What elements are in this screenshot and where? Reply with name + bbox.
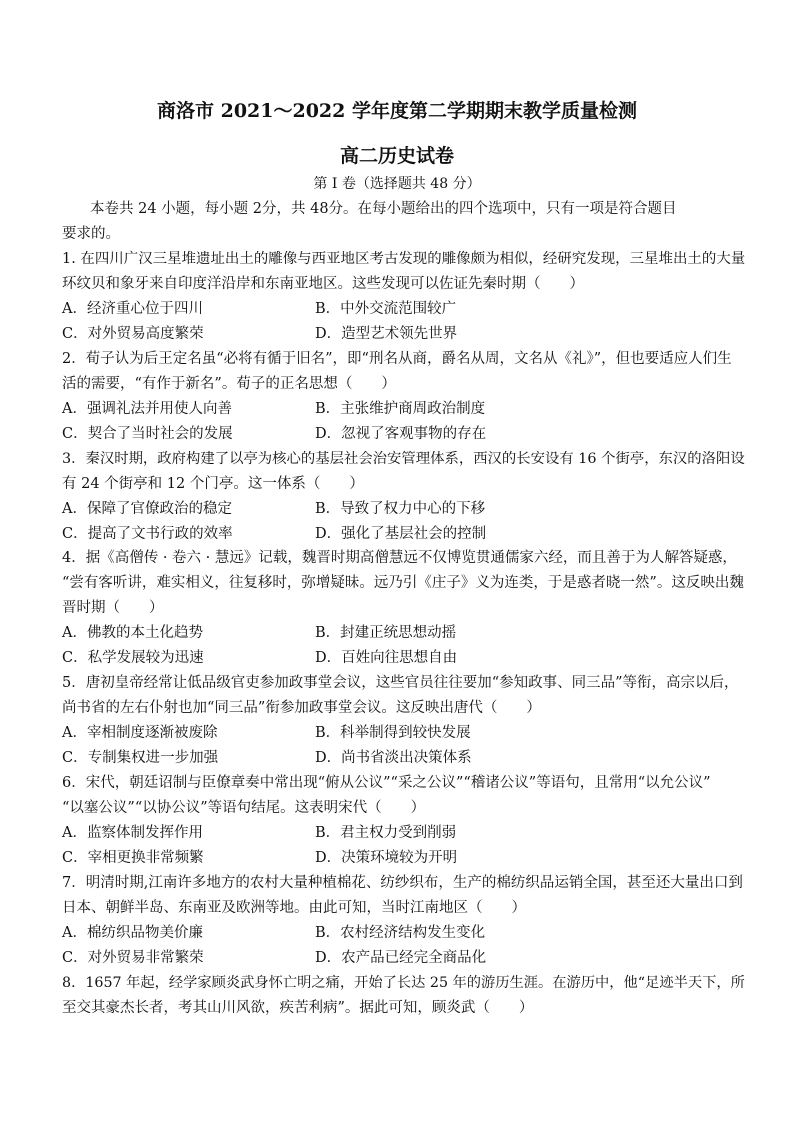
exam-subtitle: 高二历史试卷 <box>339 145 454 167</box>
question-4-option-c: C．私学发展较为迅速 <box>62 650 204 666</box>
section-heading: 第 I 卷（选择题共 48 分） <box>313 176 481 192</box>
instructions-line: 本卷共 24 小题，每小题 2分，共 48分。在每小题给出的四个选项中，只有一项是符合题目 <box>90 201 677 217</box>
question-5-option-b: B．科举制得到较快发展 <box>315 725 471 741</box>
question-1-option-d: D．造型艺术领先世界 <box>315 326 458 342</box>
question-2-option-d: D．忽视了客观事物的存在 <box>315 426 487 442</box>
question-7-option-b: B．农村经济结构发生变化 <box>315 925 486 941</box>
question-8-text: 至交其豪杰长者，考其山川风欲，疾苦利病”。据此可知，顾炎武（ ） <box>62 1000 534 1016</box>
question-6-option-c: C．宰相更换非常频繁 <box>62 850 204 866</box>
question-6-text: “以塞公议”“以协公议”等语句结尾。这表明宋代（ ） <box>62 800 426 816</box>
instructions-line: 要求的。 <box>62 226 120 242</box>
question-1-option-a: A．经济重心位于四川 <box>62 301 203 317</box>
question-1-option-b: B．中外交流范围较广 <box>315 301 457 317</box>
question-3-option-c: C．提高了文书行政的效率 <box>62 526 233 542</box>
question-3-option-d: D．强化了基层社会的控制 <box>315 526 487 542</box>
question-3-text: 3．秦汉时期，政府构建了以亭为核心的基层社会治安管理体系，西汉的长安设有 16 个街亭，东汉的洛阳设 <box>62 451 745 467</box>
question-4-option-a: A．佛教的本土化趋势 <box>62 625 203 641</box>
question-2-option-c: C．契合了当时社会的发展 <box>62 426 233 442</box>
question-2-option-a: A．强调礼法并用使人向善 <box>62 401 232 417</box>
question-7-text: 日本、朝鲜半岛、东南亚及欧洲等地。由此可知，当时江南地区（ ） <box>62 900 526 916</box>
question-5-option-a: A．宰相制度逐渐被废除 <box>62 725 218 741</box>
exam-title: 商洛市 2021～2022 学年度第二学期期末教学质量检测 <box>157 100 637 122</box>
question-5-option-d: D．尚书省淡出决策体系 <box>315 750 472 766</box>
question-2-text: 活的需要，“有作于新名”。荀子的正名思想（ ） <box>62 376 396 392</box>
question-3-option-b: B．导致了权力中心的下移 <box>315 501 486 517</box>
question-7-option-d: D．农产品已经完全商品化 <box>315 950 487 966</box>
question-7-option-a: A．棉纺织品物美价廉 <box>62 925 203 941</box>
question-6-text: 6．宋代，朝廷诏制与臣僚章奏中常出现“俯从公议”“采之公议”“稽诸公议”等语句，且常用“以允公议” <box>62 775 711 791</box>
question-2-text: 2．荀子认为后王定名虽“必将有循于旧名”，即“刑名从商，爵名从周，文名从《礼》”，但也要适应人们生 <box>62 351 732 367</box>
question-6-option-a: A．监察体制发挥作用 <box>62 825 203 841</box>
question-1-text: 环纹贝和象牙来自印度洋沿岸和东南亚地区。这些发现可以佐证先秦时期（ ） <box>62 276 584 292</box>
question-7-text: 7．明清时期,江南许多地方的农村大量种植棉花、纺纱织布，生产的棉纺织品运销全国，甚至还大量出口到 <box>62 875 743 891</box>
question-2-option-b: B．主张维护商周政治制度 <box>315 401 486 417</box>
question-6-option-d: D．决策环境较为开明 <box>315 850 458 866</box>
question-4-text: 晋时期（ ） <box>62 600 164 616</box>
question-1-option-c: C．对外贸易高度繁荣 <box>62 326 204 342</box>
question-1-text: 1. 在四川广汉三星堆遗址出土的雕像与西亚地区考古发现的雕像颇为相似，经研究发现，三星堆出土的大量 <box>62 251 746 267</box>
question-4-text: 4．据《高僧传 · 卷六 · 慧远》记载，魏晋时期高僧慧远不仅博览贯通儒家六经，而且善于为人解答疑惑， <box>62 550 737 566</box>
question-4-text: “尝有客听讲，难实相义，往复移时，弥增疑昧。远乃引《庄子》义为连类，于是惑者晓一然”。这反映出魏 <box>62 575 744 591</box>
question-5-option-c: C．专制集权进一步加强 <box>62 750 219 766</box>
question-8-text: 8．1657 年起，经学家顾炎武身怀亡明之痛，开始了长达 25 年的游历生涯。在游历中，他“足迹半天下，所 <box>62 975 745 991</box>
question-3-option-a: A．保障了官僚政治的稳定 <box>62 501 232 517</box>
question-5-text: 尚书省的左右仆射也加“同三品”衔参加政事堂会议。这反映出唐代（ ） <box>62 700 541 716</box>
question-5-text: 5．唐初皇帝经常让低品级官吏参加政事堂会议，这些官员往往要加“参知政事、同三品”等衔，高宗以后， <box>62 675 739 691</box>
question-4-option-d: D．百姓向往思想自由 <box>315 650 458 666</box>
question-3-text: 有 24 个街亭和 12 个门亭。这一体系（ ） <box>62 476 364 492</box>
question-4-option-b: B．封建正统思想动摇 <box>315 625 457 641</box>
question-6-option-b: B．君主权力受到削弱 <box>315 825 457 841</box>
question-7-option-c: C．对外贸易非常繁荣 <box>62 950 204 966</box>
